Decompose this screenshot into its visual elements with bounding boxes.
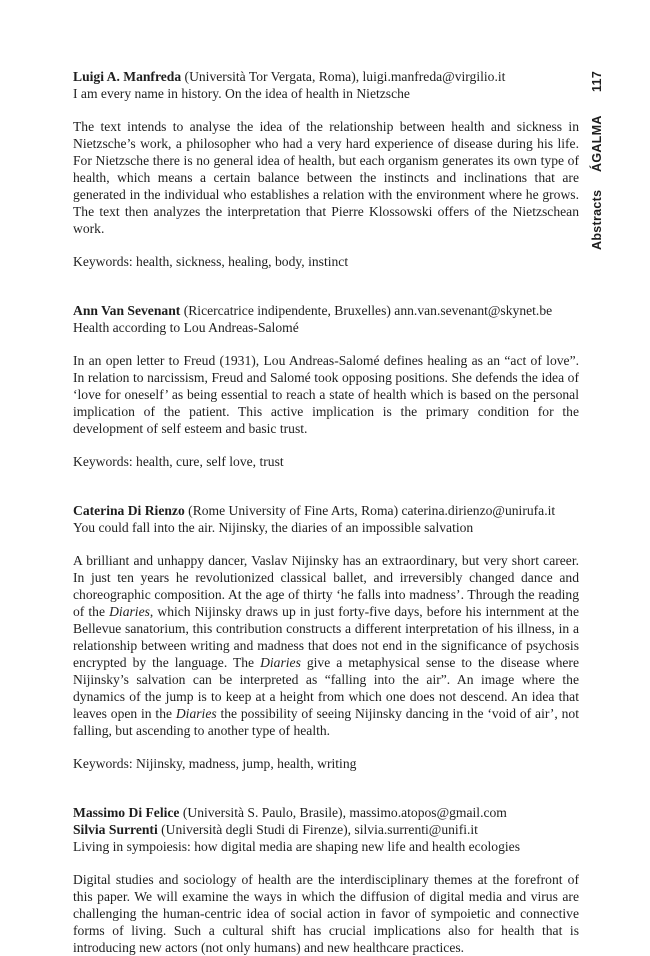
author-name: Massimo Di Felice bbox=[73, 805, 180, 820]
side-header bbox=[585, 0, 615, 260]
author-name: Luigi A. Manfreda bbox=[73, 69, 182, 84]
abstract-text: A brilliant and unhappy dancer, Vaslav Nijinsky has an extraordinary, but very short career. In just ten years he revolutionized classical ballet, and irreversibly changed dance and choreographic composition. At the age of thirty ‘he falls into madness’. Through the reading of the Diaries, which Nijinsky draws up in just forty-five days, before his internment at the Bellevue sanatorium, this contribution constructs a different interpretation of his illness, in a relationship between writing and madness that does not end in the significance of psychosis encrypted by the language. The Diaries give a metaphysical sense to the disease where Nijinsky’s salvation can be interpreted as “falling into the air”. An image where the dynamics of the jump is to keep at a height from which one does not descend. An idea that leaves open in the Diaries the possibility of seeing Nijinsky dancing in the ‘void of air’, not falling, but ascending to another type of health. bbox=[73, 553, 579, 738]
abstract-title: You could fall into the air. Nijinsky, the diaries of an impossible salvation bbox=[73, 520, 474, 535]
author-line bbox=[73, 302, 579, 319]
section-name: Abstracts bbox=[590, 189, 604, 250]
abstract-title: Living in sympoiesis: how digital media are shaping new life and health ecologies bbox=[73, 839, 520, 854]
italic-title-diaries: Diaries bbox=[109, 604, 150, 619]
abstract-text: Digital studies and sociology of health are the interdisciplinary themes at the forefront of this paper. We will examine the ways in which the diffusion of digital media and virus are challenging the human-centric idea of social action in favor of sympoietic and connective forms of living. Such a cultural shift has crucial implications also for health that is introducing new actors (not only humans) and new healthcare practices. bbox=[73, 872, 579, 955]
author-line bbox=[73, 502, 579, 519]
author-line bbox=[73, 821, 579, 838]
author-line bbox=[73, 804, 579, 821]
author-affiliation: (Ricercatrice indipendente, Bruxelles) ann.van.sevenant@skynet.be bbox=[180, 303, 553, 318]
abstract-text: The text intends to analyse the idea of the relationship between health and sickness in Nietzsche’s work, a philosopher who had a very hard experience of disease during his life. For Nietzsche there is no general idea of health, but each organism generates its own type of health, which means a certain balance between the instincts and inclinations that are generated in the individual who establishes a relation with the environment where he grows. The text then analyzes the interpretation that Pierre Klossowski offers of the Nietzschean work. bbox=[73, 119, 579, 236]
author-affiliation: (Università Tor Vergata, Roma), luigi.manfreda@virgilio.it bbox=[181, 69, 506, 84]
author-name: Ann Van Sevenant bbox=[73, 303, 181, 318]
italic-title-diaries: Diaries bbox=[175, 706, 217, 721]
author-affiliation: (Università S. Paulo, Brasile), massimo.atopos@gmail.com bbox=[179, 805, 507, 820]
keywords: Keywords: health, sickness, healing, body, instinct bbox=[73, 254, 349, 269]
abstract-entry bbox=[73, 804, 579, 956]
author-affiliation: (Università degli Studi di Firenze), silvia.surrenti@unifi.it bbox=[157, 822, 478, 837]
abstract-title: Health according to Lou Andreas-Salomé bbox=[73, 320, 299, 335]
page-number: 117 bbox=[590, 70, 604, 92]
author-affiliation: (Rome University of Fine Arts, Roma) caterina.dirienzo@unirufa.it bbox=[184, 503, 556, 518]
abstract-text: In an open letter to Freud (1931), Lou Andreas-Salomé defines healing as an “act of love”. In relation to narcissism, Freud and Salomé took opposing positions. She defends the idea of ‘love for oneself’ as being essential to reach a state of health which is based on the personal implication of the patient. This active implication is the primary condition for the development of self esteem and basic trust. bbox=[73, 353, 579, 436]
author-name: Silvia Surrenti bbox=[73, 822, 158, 837]
abstract-entry bbox=[73, 68, 579, 270]
keywords: Keywords: health, cure, self love, trust bbox=[73, 454, 284, 469]
italic-title-diaries: Diaries bbox=[260, 655, 301, 670]
author-name: Caterina Di Rienzo bbox=[73, 503, 185, 518]
abstract-entry bbox=[73, 502, 579, 772]
journal-name: ÁGALMA bbox=[590, 115, 604, 172]
abstract-title: I am every name in history. On the idea of health in Nietzsche bbox=[73, 86, 410, 101]
abstract-entry bbox=[73, 302, 579, 470]
author-line bbox=[73, 68, 579, 85]
abstracts-column bbox=[73, 68, 579, 956]
keywords: Keywords: Nijinsky, madness, jump, health, writing bbox=[73, 756, 357, 771]
